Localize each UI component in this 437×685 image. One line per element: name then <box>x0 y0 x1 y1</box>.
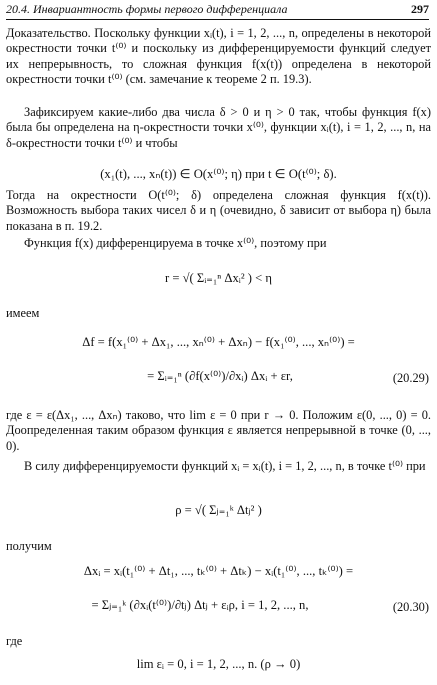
paragraph-proof-intro: Доказательство. Поскольку функции xᵢ(t), i = 1, 2, ..., n, определены в некоторой окрестности точки t⁽⁰⁾ и поскольку из дифференцируемости функций следует их непрерывность, то сложная функция f(x(t)) определена в некоторой окрестности точки t⁽⁰⁾ (см. замечание к теореме 2 п. 19.3). <box>6 26 431 87</box>
label-poluchim: получим <box>6 539 52 553</box>
equation-number-20-29: (20.29) <box>392 371 429 385</box>
equation-neighborhood: (x₁(t), ..., xₙ(t)) ∈ O(x⁽⁰⁾; η) при t ∈ O(t⁽⁰⁾; δ). <box>100 167 337 181</box>
section-title: 20.4. Инвариантность формы первого дифференциала <box>6 2 288 16</box>
equation-dx-line1: Δxᵢ = xᵢ(t₁⁽⁰⁾ + Δt₁, ..., tₖ⁽⁰⁾ + Δtₖ) − xᵢ(t₁⁽⁰⁾, ..., tₖ⁽⁰⁾) = <box>83 564 354 578</box>
equation-number-20-30: (20.30) <box>392 600 429 614</box>
label-imeem: имеем <box>6 306 40 320</box>
equation-r-definition: r = √( Σᵢ₌₁ⁿ Δxᵢ² ) < η <box>165 271 272 285</box>
header-rule <box>6 19 429 20</box>
equation-df-line1: Δf = f(x₁⁽⁰⁾ + Δx₁, ..., xₙ⁽⁰⁾ + Δxₙ) − f(x₁⁽⁰⁾, ..., xₙ⁽⁰⁾) = <box>82 335 355 349</box>
running-header <box>6 2 429 20</box>
paragraph-then-defined: Тогда на окрестности O(t⁽⁰⁾; δ) определена сложная функция f(x(t)). Возможность выбора таких чисел δ и η (очевидно, δ зависит от выбора η) была показана в п. 19.2. <box>6 188 431 233</box>
paragraph-f-differentiable: Функция f(x) дифференцируема в точке x⁽⁰⁾, поэтому при <box>24 236 327 250</box>
equation-rho-definition: ρ = √( Σⱼ₌₁ᵏ Δtⱼ² ) <box>175 503 262 517</box>
paragraph-fix-numbers: Зафиксируем какие-либо два числа δ > 0 и η > 0 так, чтобы функция f(x) была бы определена на η-окрестности точки x⁽⁰⁾, функции xᵢ(t), i = 1, 2, ..., n, на δ-окрестности точки t⁽⁰⁾ и чтобы <box>6 105 431 150</box>
page-number: 297 <box>411 2 429 16</box>
paragraph-by-differentiability: В силу дифференцируемости функций xᵢ = xᵢ(t), i = 1, 2, ..., n, в точке t⁽⁰⁾ при <box>24 459 426 473</box>
equation-lim-eps-i: lim εᵢ = 0, i = 1, 2, ..., n. (ρ → 0) <box>136 657 301 671</box>
equation-dx-line2: = Σⱼ₌₁ᵏ (∂xᵢ(t⁽⁰⁾)/∂tⱼ) Δtⱼ + εᵢρ, i = 1, 2, ..., n, <box>91 598 309 612</box>
paragraph-where-eps: где ε = ε(Δx₁, ..., Δxₙ) таково, что lim ε = 0 при r → 0. Положим ε(0, ..., 0) = 0. Доопределенная таким образом функция ε является непрерывной в точке (0, ..., 0). <box>6 408 431 453</box>
equation-df-line2: = Σᵢ₌₁ⁿ (∂f(x⁽⁰⁾)/∂xᵢ) Δxᵢ + εr, <box>147 369 293 383</box>
label-gde: где <box>6 634 23 648</box>
